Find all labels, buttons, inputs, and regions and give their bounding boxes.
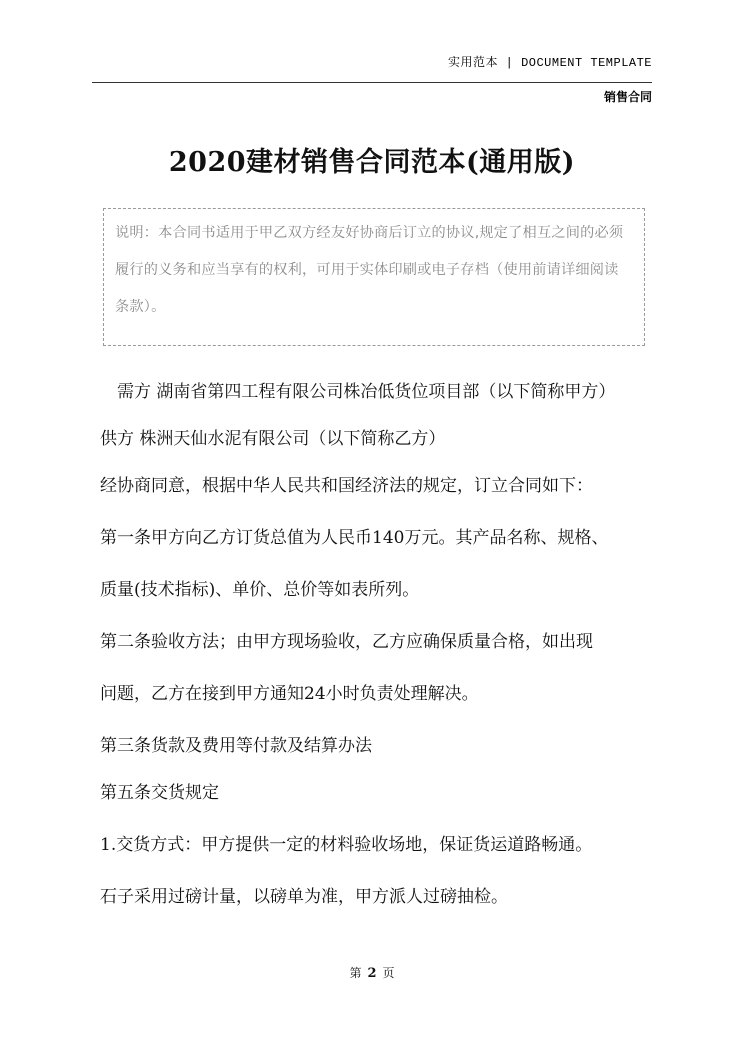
header-label: 实用范本 | DOCUMENT TEMPLATE (447, 56, 652, 70)
paragraph: 经协商同意，根据中华人民共和国经济法的规定，订立合同如下： (100, 476, 593, 496)
page-suffix: 页 (382, 966, 395, 980)
paragraph: 第五条交货规定 (100, 783, 219, 803)
paragraph: 第三条货款及费用等付款及结算办法 (100, 736, 372, 756)
header-divider (92, 82, 652, 83)
page-footer (0, 964, 744, 981)
page-prefix: 第 (349, 966, 362, 980)
paragraph: 问题，乙方在接到甲方通知24小时负责处理解决。 (100, 684, 479, 704)
paragraph: 需方 湖南省第四工程有限公司株冶低货位项目部（以下简称甲方） (100, 382, 616, 402)
document-body (100, 377, 670, 929)
paragraph: 石子采用过磅计量，以磅单为准，甲方派人过磅抽检。 (100, 887, 508, 907)
note-box (103, 208, 645, 346)
page-number: 2 (367, 966, 377, 981)
paragraph: 第一条甲方向乙方订货总值为人民币140万元。其产品名称、规格、 (100, 528, 609, 548)
paragraph: 第二条验收方法；由甲方现场验收，乙方应确保质量合格，如出现 (100, 632, 593, 652)
document-title: 2020建材销售合同范本(通用版) (168, 147, 576, 178)
paragraph: 供方 株洲天仙水泥有限公司（以下简称乙方） (100, 429, 446, 449)
note-text: 说明：本合同书适用于甲乙双方经友好协商后订立的协议,规定了相互之间的必须履行的义务和应当享有的权利，可用于实体印刷或电子存档（使用前请详细阅读条款）。 (115, 225, 624, 315)
header-subtitle: 销售合同 (603, 90, 652, 104)
paragraph: 1.交货方式：甲方提供一定的材料验收场地，保证货运道路畅通。 (100, 835, 593, 855)
paragraph: 质量(技术指标)、单价、总价等如表所列。 (100, 580, 420, 600)
